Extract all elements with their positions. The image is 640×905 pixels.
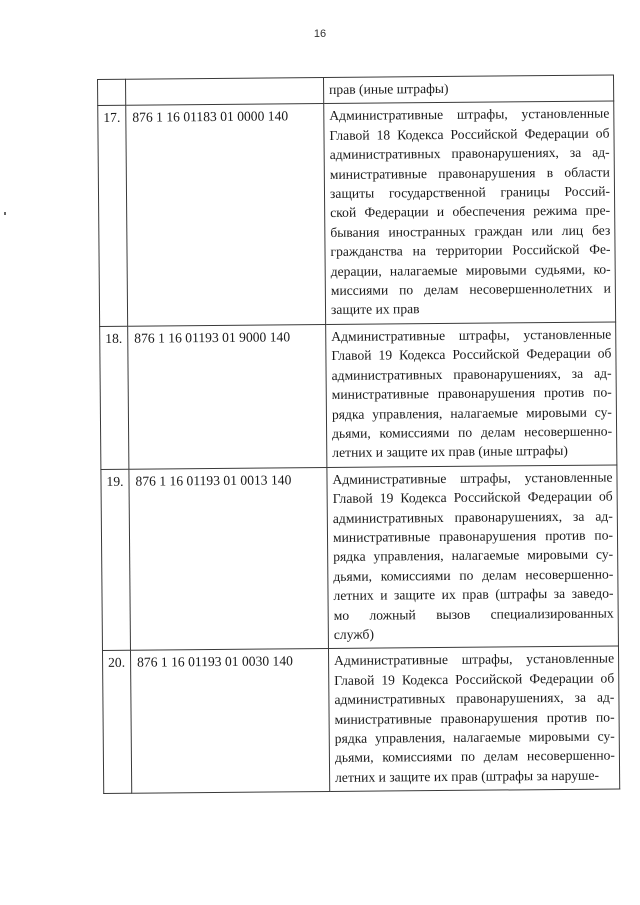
budget-code-cell: 876 1 16 01193 01 9000 140 bbox=[128, 324, 327, 469]
description-line: защите их прав bbox=[330, 301, 420, 318]
budget-codes-table bbox=[97, 74, 620, 794]
description-line: дерации, налагаемые мировыми судьями, ко- bbox=[330, 261, 611, 279]
description-line: министративные правонарушения против по- bbox=[331, 384, 612, 403]
description-cell bbox=[327, 465, 619, 649]
description-line: дьями, комиссиями по делам несовершенно- bbox=[332, 423, 613, 441]
description-line: защиты государственной границы Россий- bbox=[329, 183, 611, 202]
description-line: летних и защите их прав (штрафы за наруше- bbox=[335, 767, 600, 785]
budget-code-cell: 876 1 16 01183 01 0000 140 bbox=[126, 104, 326, 326]
description-line: рядка управления, налагаемые мировыми су- bbox=[334, 728, 615, 746]
description-cell bbox=[323, 75, 613, 104]
table-row bbox=[102, 646, 619, 793]
description-line: административных правонарушениях, за ад- bbox=[331, 365, 612, 383]
description-line: ской Федерации и обеспечения режима пре- bbox=[330, 202, 611, 221]
row-number-cell: 17. bbox=[98, 106, 128, 327]
description-line: летних и защите их прав (иные штрафы) bbox=[332, 443, 568, 461]
description-line: министративные правонарушения в области bbox=[329, 164, 610, 182]
table-row bbox=[98, 101, 616, 326]
budget-code-cell: 876 1 16 01193 01 0013 140 bbox=[129, 467, 329, 650]
row-number-cell: 18. bbox=[100, 326, 129, 469]
description-line: дьями, комиссиями по делам несовершенно- bbox=[333, 566, 614, 584]
description-line: Административные штрафы, установленные bbox=[332, 469, 613, 487]
description-line: гражданства на территории Российской Фе- bbox=[330, 241, 611, 260]
description-line: административных правонарушениях, за ад- bbox=[329, 144, 610, 163]
table-row bbox=[101, 465, 619, 651]
description-line: летних и защите их прав (штрафы за заведо- bbox=[333, 585, 614, 604]
description-cell bbox=[326, 322, 617, 467]
description-line: Главой 19 Кодекса Российской Федерации об bbox=[332, 488, 613, 507]
description-line: Главой 18 Кодекса Российской Федерации об bbox=[329, 125, 610, 143]
description-line: мо ложный вызов специализированных bbox=[333, 605, 614, 623]
scan-dot-mark bbox=[4, 212, 6, 215]
description-line: министративные правонарушения против по- bbox=[334, 709, 615, 727]
description-line: Главой 19 Кодекса Российской Федерации об bbox=[331, 345, 612, 364]
description-line: административных правонарушениях, за ад- bbox=[332, 508, 613, 526]
description-line: рядка управления, налагаемые мировыми су- bbox=[331, 404, 612, 422]
description-line: Главой 19 Кодекса Российской Федерации об bbox=[334, 670, 615, 688]
description-line: бывания иностранных граждан или лиц без bbox=[330, 222, 611, 240]
description-line: административных правонарушениях, за ад- bbox=[334, 689, 615, 708]
budget-code-cell bbox=[126, 78, 324, 106]
description-line: дьями, комиссиями по делам несовершенно- bbox=[334, 747, 615, 766]
description-line: Административные штрафы, установленные bbox=[334, 650, 615, 669]
description-line: Административные штрафы, установленные bbox=[331, 326, 612, 344]
description-line: министративные правонарушения против по- bbox=[332, 527, 614, 545]
row-number-cell bbox=[98, 79, 126, 106]
row-number-cell: 20. bbox=[102, 651, 131, 794]
budget-code-cell: 876 1 16 01193 01 0030 140 bbox=[130, 649, 329, 794]
description-cell bbox=[324, 101, 616, 324]
description-cell bbox=[328, 646, 619, 791]
row-number-cell: 19. bbox=[101, 469, 131, 651]
table-body bbox=[98, 75, 620, 794]
description-line: миссиями по делам несовершеннолетних и bbox=[330, 280, 611, 299]
page-number: 16 bbox=[313, 28, 327, 40]
description-line: прав (иные штрафы) bbox=[329, 80, 449, 97]
description-line: рядка управления, налагаемые мировыми су- bbox=[333, 546, 614, 565]
description-line: Административные штрафы, установленные bbox=[329, 105, 610, 124]
description-line: служб) bbox=[333, 626, 375, 642]
table-row bbox=[100, 322, 617, 469]
